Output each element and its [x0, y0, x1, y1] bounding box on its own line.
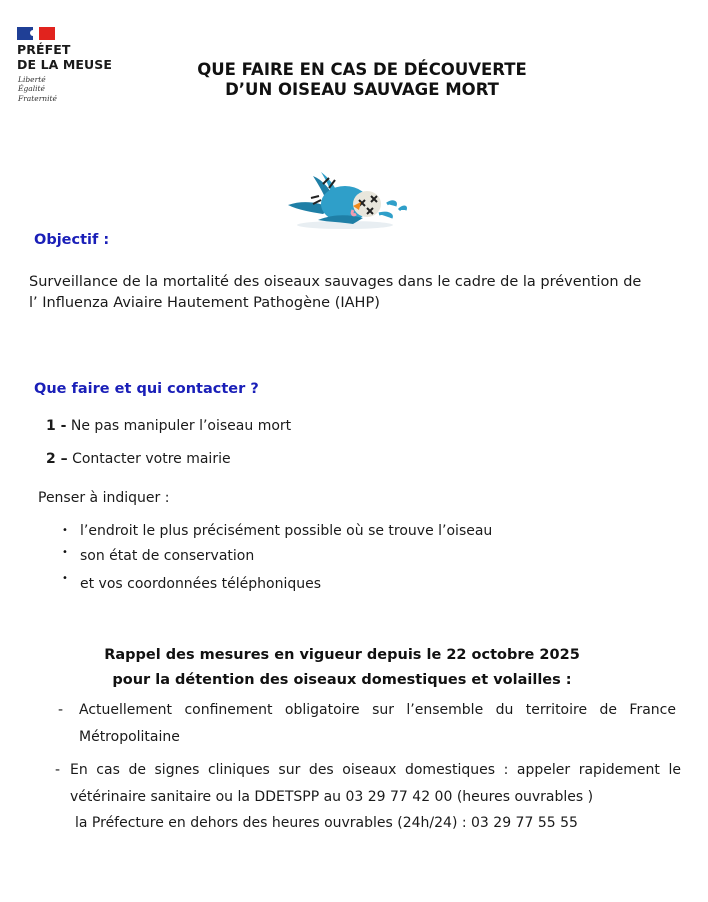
list-item: et vos coordonnées téléphoniques: [80, 576, 322, 592]
penser-label: Penser à indiquer :: [38, 490, 170, 506]
objectif-text: Surveillance de la mortalité des oiseaux sauvages dans le cadre de la prévention de l’ Influenza Aviaire Hautement Pathogène (IAHP): [29, 274, 642, 311]
rappel-item-2-line2: vétérinaire sanitaire ou la DDETSPP au 03 29 77 42 00 (heures ouvrables ): [70, 789, 594, 805]
list-item: son état de conservation: [80, 548, 255, 564]
prefecture-name: PRÉFET DE LA MEUSE: [17, 42, 113, 72]
step-1: 1 - Ne pas manipuler l’oiseau mort: [46, 418, 292, 434]
marianne-flag-icon: [17, 27, 55, 40]
dead-bird-icon: [283, 170, 413, 232]
step-2: 2 – Contacter votre mairie: [46, 451, 231, 467]
list-item: l’endroit le plus précisément possible où se trouve l’oiseau: [80, 523, 493, 539]
page-title: QUE FAIRE EN CAS DE DÉCOUVERTE D’UN OISEAU SAUVAGE MORT: [197, 60, 527, 99]
bullet-icon: •: [62, 573, 68, 584]
rappel-item-1-line1: Actuellement confinement obligatoire sur l’ensemble du territoire de France: [79, 702, 676, 718]
rappel-item-1-line2: Métropolitaine: [79, 729, 180, 745]
republic-motto: Liberté Égalité Fraternité: [18, 75, 57, 103]
rappel-item-2-line1: En cas de signes cliniques sur des oiseaux domestiques : appeler rapidement le: [70, 762, 681, 778]
objectif-heading: Objectif :: [34, 232, 110, 248]
bullet-icon: •: [62, 525, 68, 536]
bullet-icon: •: [62, 547, 68, 558]
que-faire-heading: Que faire et qui contacter ?: [34, 381, 259, 397]
dash-marker: -: [58, 702, 64, 718]
rappel-item-2-line3: la Préfecture en dehors des heures ouvrables (24h/24) : 03 29 77 55 55: [75, 815, 578, 831]
dash-marker: -: [55, 762, 61, 778]
rappel-heading: Rappel des mesures en vigueur depuis le 22 octobre 2025 pour la détention des oiseaux domestiques et volailles :: [104, 647, 580, 688]
